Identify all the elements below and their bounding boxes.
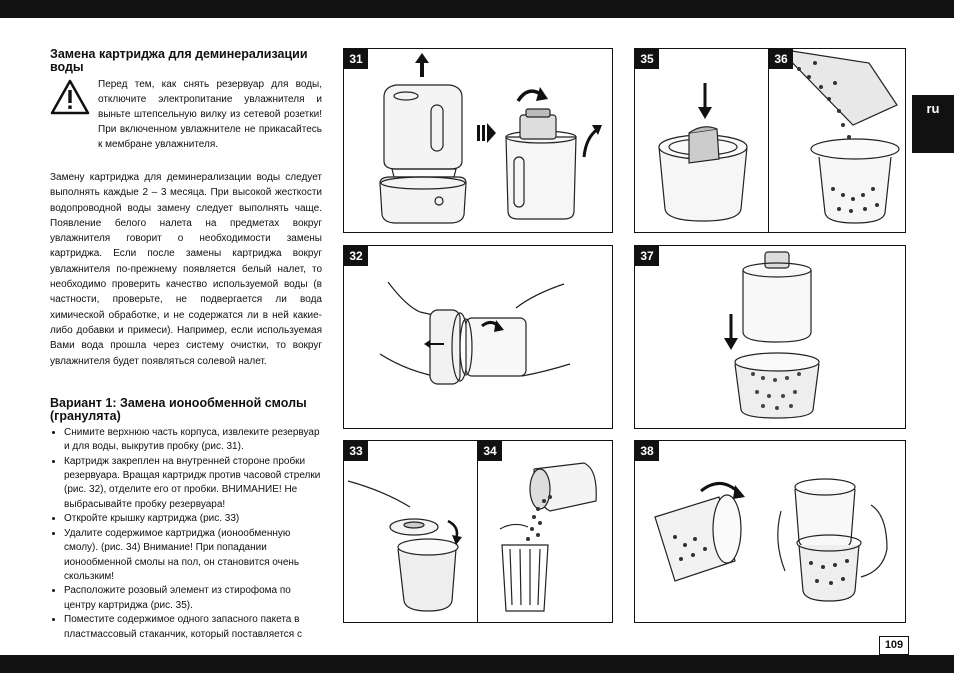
- fill-cartridge-illustration: [635, 441, 905, 622]
- figure-number: 33: [344, 441, 368, 461]
- list-item: • Откройте крышку картриджа (рис. 33): [64, 512, 322, 526]
- figure-number: 38: [635, 441, 659, 461]
- figure-31: [343, 48, 613, 233]
- figure-number: 32: [344, 246, 368, 266]
- list-item: • Картридж закреплен на внутренней стороне пробки резервуара. Вращая картридж против часовой стрелки (рис. 32), отделите его от пробки. ВНИМАНИЕ! Не выбрасывайте пробку резервуара!: [64, 455, 322, 513]
- figure-35: [634, 48, 770, 233]
- bottom-bar: [0, 655, 954, 673]
- steps-list: [50, 426, 322, 642]
- list-item: • Удалите содержимое картриджа (ионообменную смолу). (рис. 34) Внимание! При попадании ионообменной смолы на пол, он становится очень скользким!: [64, 527, 322, 585]
- list-item: • Снимите верхнюю часть корпуса, извлеките резервуар и для воды, выкрутив пробку (рис. 31).: [64, 426, 322, 455]
- page-number: 109: [879, 636, 909, 655]
- section-title: Замена картриджа для деминерализации воды: [50, 47, 308, 74]
- figure-32: [343, 245, 613, 429]
- figure-36: [768, 48, 906, 233]
- warning-text: Перед тем, как снять резервуар для воды, отключите электропитание увлажнителя и выньте штепсельную вилку из сетевой розетки! При включенном увлажнителе не прикасайтесь к мембране увлажнителя.: [98, 79, 322, 150]
- language-tab: ru: [912, 95, 954, 153]
- humidifier-disassembly-illustration: [344, 49, 612, 232]
- pouring-granulate-illustration: [769, 49, 905, 232]
- intro-paragraph: Замену картриджа для деминерализации воды следует выполнять каждые 2 – 3 месяца. При высокой жесткости водопроводной воды замену следует выполнять чаще. Появление белого налета на предметах вокруг увлажнителя говорит о необходимости замены картриджа. Если после замены картриджа вокруг увлажнителя по-прежнему появляется белый налет, то необходимо проверить качество используемой воды (в частности, проверьте, не подвергается ли вода химической обработке, и не содержатся ли в ней какие-либо добавки и примеси). Например, если используемая Вами вода прошла через систему очистки, то вокруг увлажнителя будет появляться солевой налет.: [50, 172, 322, 367]
- warning-block: [50, 77, 322, 152]
- cartridge-insert-illustration: [635, 49, 769, 232]
- figure-33: [343, 440, 479, 623]
- list-item: • Поместите содержимое одного запасного пакета в пластмассовый стаканчик, который поставляется с: [64, 613, 322, 642]
- figure-38: [634, 440, 906, 623]
- empty-cartridge-illustration: [478, 441, 612, 622]
- text-column: [50, 48, 322, 642]
- warning-icon: [50, 79, 90, 115]
- top-bar: [0, 0, 954, 18]
- figure-number: 37: [635, 246, 659, 266]
- list-item: • Расположите розовый элемент из стирофома по центру картриджа (рис. 35).: [64, 584, 322, 613]
- figure-number: 35: [635, 49, 659, 69]
- unscrew-cartridge-illustration: [344, 246, 612, 428]
- figure-34: [477, 440, 613, 623]
- variant-title: Вариант 1: Замена ионообменной смолы (гранулята): [50, 395, 307, 423]
- assemble-cartridge-illustration: [635, 246, 905, 428]
- figure-number: 31: [344, 49, 368, 69]
- figure-number: 34: [478, 441, 502, 461]
- open-cartridge-lid-illustration: [344, 441, 478, 622]
- figure-number: 36: [769, 49, 793, 69]
- figure-37: [634, 245, 906, 429]
